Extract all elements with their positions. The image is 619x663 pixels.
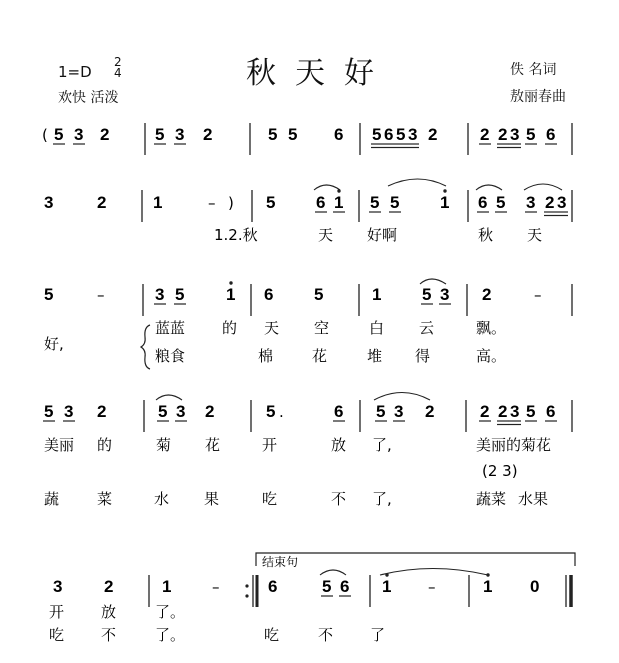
lyric: 云 [419, 319, 435, 337]
note: 2 [482, 285, 492, 304]
lyric: 蓝蓝 [155, 319, 186, 337]
lyric: 飘。 [476, 319, 507, 337]
note: 5 [496, 193, 506, 212]
lyric: 菜 [97, 490, 113, 508]
lyric: 天 [318, 226, 334, 244]
note: 3 [44, 193, 54, 212]
note: 1 [334, 193, 344, 212]
note: ) [228, 194, 234, 212]
note: 0 [530, 577, 540, 596]
note: 5 [54, 125, 64, 144]
note: 6 [334, 402, 344, 421]
lyric: 的 [97, 436, 113, 454]
lyric: 了, [372, 490, 392, 508]
note: 2 [425, 402, 435, 421]
ending-label: 结束句 [262, 555, 299, 569]
note: 5 [526, 125, 536, 144]
note: 5 [155, 125, 165, 144]
lyric: 得 [415, 347, 431, 365]
lyric: 白 [369, 319, 385, 337]
note: . [279, 403, 284, 421]
lyric: 花 [312, 347, 328, 365]
note: 1 [153, 193, 163, 212]
note: – [534, 286, 542, 304]
octave-dot [385, 573, 388, 576]
lyric: 的 [222, 319, 238, 337]
note: 2 [203, 125, 213, 144]
note: 2 [428, 125, 438, 144]
lyrics-layer [44, 226, 551, 644]
lyric: 高。 [476, 347, 507, 365]
lyric: 吃 [264, 626, 280, 644]
note: 5 [322, 577, 332, 596]
octave-dot [443, 189, 446, 192]
repeat-dots [245, 584, 248, 597]
lyric: 开 [262, 436, 278, 454]
note: 6 [334, 125, 344, 144]
ending-bracket [256, 553, 575, 566]
lyric: 堆 [367, 347, 383, 365]
lyric: 水果 [518, 490, 549, 508]
lyric: 美丽 [44, 436, 75, 454]
lyric: 秋 [478, 226, 494, 244]
note: 5 [372, 125, 382, 144]
lyric: 放 [331, 436, 347, 454]
note: 5 [44, 402, 54, 421]
lyric: 了。 [155, 603, 186, 621]
note: 5 [422, 285, 432, 304]
octave-dot [229, 281, 232, 284]
note: ( [42, 126, 48, 144]
note: 2 [480, 125, 490, 144]
note: 1 [483, 577, 493, 596]
note: 1 [382, 577, 392, 596]
note: 5 [526, 402, 536, 421]
lyric: 蔬 [44, 490, 60, 508]
lyric: 好, [44, 335, 64, 353]
note: 5 [158, 402, 168, 421]
note: 2 [498, 125, 508, 144]
tempo-marking: 欢快 活泼 [58, 90, 119, 106]
note: 2 [545, 193, 555, 212]
octave-dot [486, 573, 489, 576]
lyric: 吃 [262, 490, 278, 508]
lyric: 1.2.秋 [214, 226, 258, 244]
note: 2 [100, 125, 110, 144]
note: 6 [384, 125, 394, 144]
time-signature-top: 2 [114, 55, 122, 69]
note: 5 [175, 285, 185, 304]
lyric: 不 [331, 490, 347, 508]
note: 3 [408, 125, 418, 144]
note: 6 [478, 193, 488, 212]
lyric: 不 [101, 626, 117, 644]
note: 3 [53, 577, 63, 596]
lyric: 棉 [258, 347, 274, 365]
note: 5 [288, 125, 298, 144]
lyric: 天 [264, 319, 280, 337]
note: 3 [175, 125, 185, 144]
note: 5 [314, 285, 324, 304]
lyricist: 佚 名词 [510, 62, 557, 78]
key-signature: 1=D [58, 63, 92, 81]
note: 2 [205, 402, 215, 421]
note: 6 [316, 193, 326, 212]
composer: 敖丽春曲 [510, 89, 566, 105]
note: 6 [546, 402, 556, 421]
alt-notes: (2 3) [482, 462, 518, 480]
lyric: 水 [154, 490, 170, 508]
note: 5 [268, 125, 278, 144]
lyric: 放 [101, 603, 117, 621]
note: 1 [226, 285, 236, 304]
note: 3 [155, 285, 165, 304]
note: 2 [97, 193, 107, 212]
lyric: 了。 [155, 626, 186, 644]
note: 6 [264, 285, 274, 304]
note: 3 [557, 193, 567, 212]
note: 5 [266, 402, 276, 421]
note: 5 [44, 285, 54, 304]
lyric: 蔬菜 [476, 490, 507, 508]
song-title: 秋天好 [246, 56, 393, 91]
note: 3 [394, 402, 404, 421]
note: 1 [162, 577, 172, 596]
lyric: 了, [372, 436, 392, 454]
lyric: 空 [314, 319, 330, 337]
note: 3 [526, 193, 536, 212]
lyric: 吃 [49, 626, 65, 644]
note: 6 [268, 577, 278, 596]
note: 3 [176, 402, 186, 421]
brace [141, 325, 150, 369]
note: 2 [97, 402, 107, 421]
bar-lines [142, 123, 572, 607]
note: 5 [266, 193, 276, 212]
note: 3 [64, 402, 74, 421]
note: 5 [376, 402, 386, 421]
lyric: 美丽的菊花 [476, 436, 552, 454]
note: 2 [104, 577, 114, 596]
lyric: 了 [370, 626, 386, 644]
note: 3 [510, 125, 520, 144]
lyric: 不 [318, 626, 334, 644]
lyric: 菊 [156, 436, 172, 454]
note: 2 [498, 402, 508, 421]
time-signature-bottom: 4 [114, 66, 122, 80]
lyric: 开 [49, 603, 65, 621]
note: 6 [340, 577, 350, 596]
lyric: 天 [527, 226, 543, 244]
note: 1 [440, 193, 450, 212]
note: 3 [510, 402, 520, 421]
note: 5 [396, 125, 406, 144]
lyric: 果 [204, 490, 220, 508]
note: 3 [74, 125, 84, 144]
note: – [212, 578, 220, 596]
note: 6 [546, 125, 556, 144]
octave-dot [337, 189, 340, 192]
note: 5 [370, 193, 380, 212]
note: 2 [480, 402, 490, 421]
note: 5 [390, 193, 400, 212]
lyric: 粮食 [155, 347, 186, 365]
note: – [208, 194, 216, 212]
lyric: 好啊 [367, 226, 398, 244]
note: – [428, 578, 436, 596]
note: 1 [372, 285, 382, 304]
note: – [97, 286, 105, 304]
lyric: 花 [205, 436, 221, 454]
note: 3 [440, 285, 450, 304]
